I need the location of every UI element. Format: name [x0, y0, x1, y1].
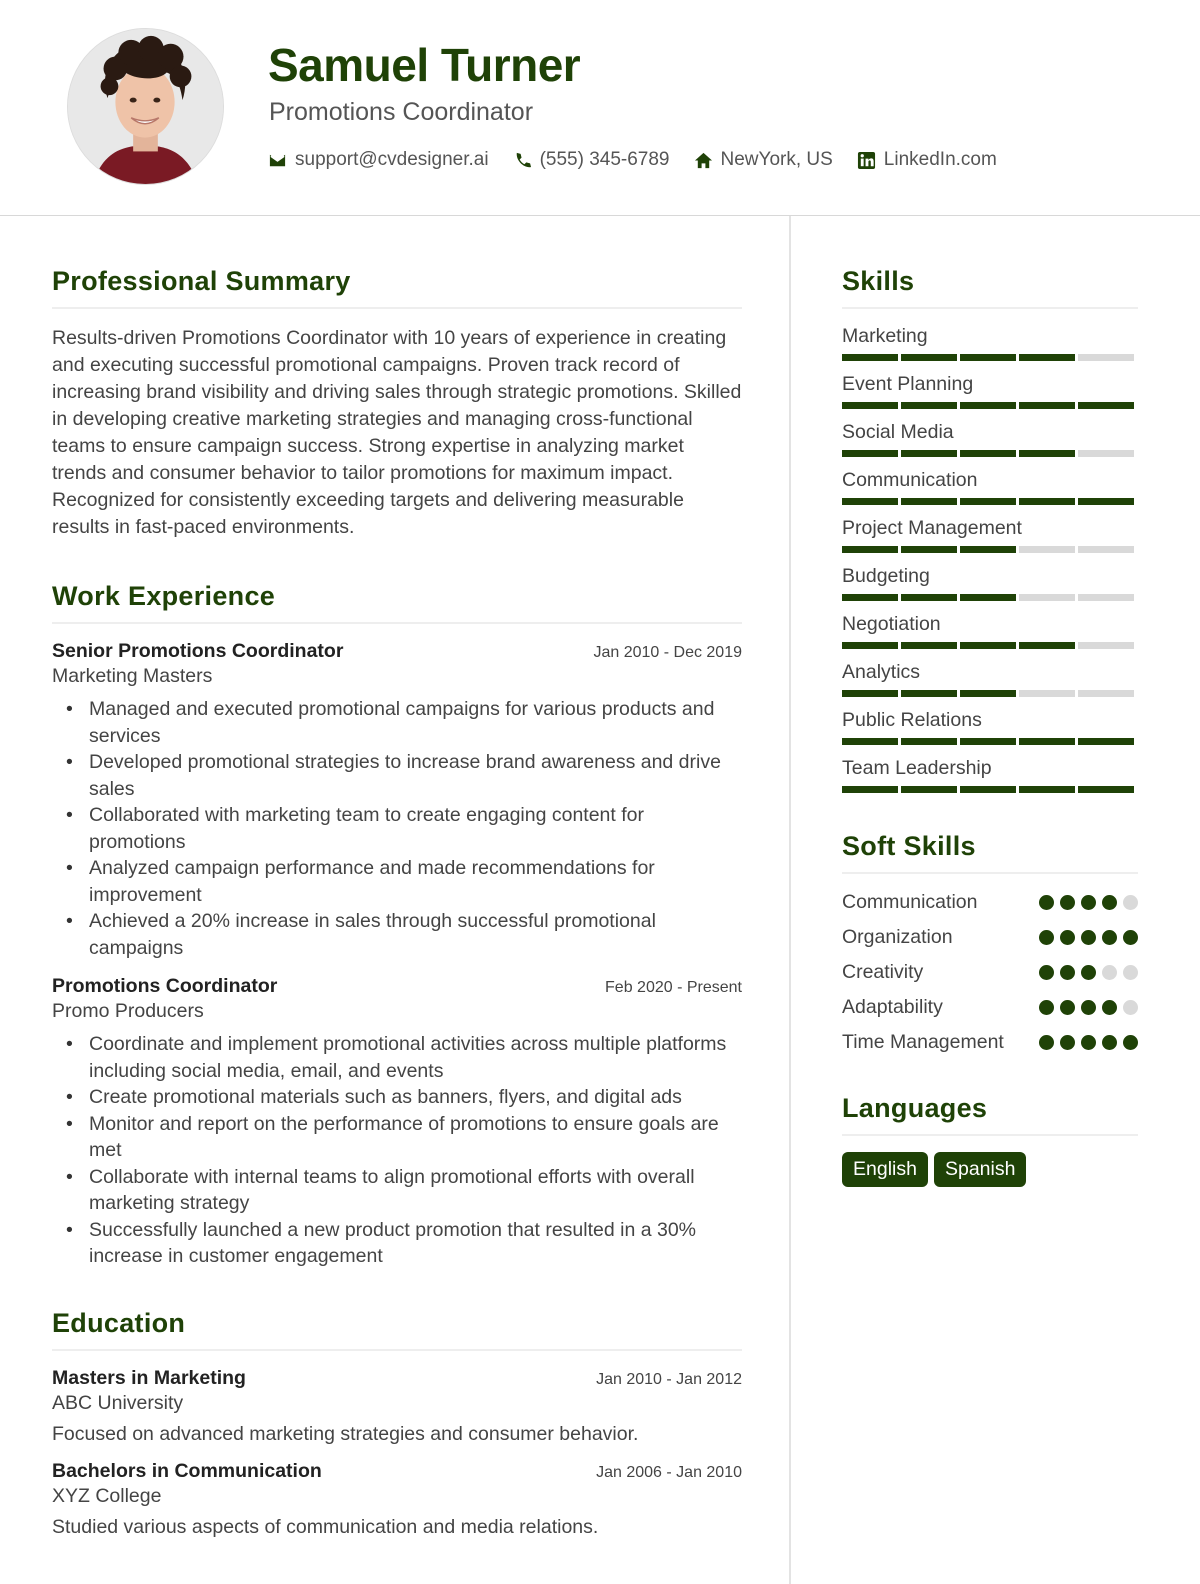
- rating-dot: [1123, 965, 1138, 980]
- skill-level-segment: [1078, 498, 1134, 505]
- skill-level-segment: [901, 498, 957, 505]
- rating-dot: [1060, 895, 1075, 910]
- skill-item: [842, 373, 1138, 409]
- skill-level-segment: [960, 498, 1016, 505]
- rating-dot: [1081, 930, 1096, 945]
- skill-level-segment: [901, 546, 957, 553]
- skill-item: [842, 661, 1138, 697]
- skill-level-segment: [960, 594, 1016, 601]
- languages-section: [842, 1093, 1138, 1187]
- job-company: Marketing Masters: [52, 665, 213, 687]
- rating-dot: [1081, 895, 1096, 910]
- summary-heading: Professional Summary: [52, 266, 742, 309]
- skill-level-segment: [1019, 450, 1075, 457]
- job-bullet: • Monitor and report on the performance of promotions to ensure goals are met: [52, 1111, 742, 1164]
- skill-level-segment: [842, 594, 898, 601]
- skill-name: Social Media: [842, 421, 954, 443]
- summary-text: Results-driven Promotions Coordinator with 10 years of experience in creating and executing successful promotional campaigns. Proven track record of increasing brand visibility and driving sales through strategic promotions. Skilled in developing creative marketing strategies and managing cross-functional teams to ensure campaign success. Strong expertise in analyzing market trends and consumer behavior to tailor promotions for maximum impact. Recognized for consistently exceeding targets and delivering measurable results in fast-paced environments.: [52, 327, 742, 538]
- skill-level-segment: [960, 786, 1016, 793]
- skill-item: [842, 469, 1138, 505]
- phone-icon: [513, 151, 532, 170]
- education-entry: [52, 1367, 742, 1446]
- skill-level-segment: [1078, 738, 1134, 745]
- skill-level-segment: [1019, 498, 1075, 505]
- soft-skill-name: Communication: [842, 891, 978, 913]
- skill-name: Project Management: [842, 517, 1022, 539]
- skills-section: [842, 266, 1138, 793]
- skill-level-segment: [1019, 786, 1075, 793]
- skill-level-bar: [842, 786, 1134, 793]
- degree-title: Masters in Marketing: [52, 1366, 246, 1389]
- degree-title: Bachelors in Communication: [52, 1459, 322, 1482]
- skill-level-segment: [1078, 402, 1134, 409]
- skill-level-segment: [842, 690, 898, 697]
- skill-level-segment: [901, 354, 957, 361]
- soft-skill-item: [842, 995, 1138, 1020]
- skill-item: [842, 565, 1138, 601]
- side-column: [842, 266, 1138, 1187]
- skill-level-bar: [842, 594, 1134, 601]
- contact-linkedin-text: LinkedIn.com: [883, 149, 997, 170]
- contact-phone-text: (555) 345-6789: [539, 149, 670, 170]
- school-name: XYZ College: [52, 1484, 162, 1507]
- rating-dot: [1123, 1035, 1138, 1050]
- soft-skill-item: [842, 1030, 1138, 1055]
- skill-level-segment: [1078, 786, 1134, 793]
- degree-description: Studied various aspects of communication and media relations.: [52, 1515, 599, 1538]
- skill-level-segment: [960, 354, 1016, 361]
- contact-email-text: support@cvdesigner.ai: [295, 149, 489, 170]
- job-bullet: • Create promotional materials such as banners, flyers, and digital ads: [52, 1084, 742, 1111]
- skill-level-segment: [901, 738, 957, 745]
- soft-skills-list: [842, 890, 1138, 1055]
- rating-dot: [1060, 930, 1075, 945]
- home-icon: [694, 151, 713, 170]
- skill-name: Communication: [842, 469, 978, 491]
- job-entry: [52, 975, 742, 1270]
- skill-level-segment: [901, 594, 957, 601]
- soft-skill-item: [842, 925, 1138, 950]
- candidate-name: Samuel Turner: [268, 39, 581, 91]
- rating-dot: [1102, 965, 1117, 980]
- job-title: Promotions Coordinator: [52, 975, 278, 997]
- skill-level-bar: [842, 546, 1134, 553]
- languages-heading: Languages: [842, 1093, 1138, 1136]
- skill-level-bar: [842, 450, 1134, 457]
- skill-level-segment: [1019, 354, 1075, 361]
- skill-level-bar: [842, 738, 1134, 745]
- skill-level-segment: [1019, 642, 1075, 649]
- contact-list: [268, 146, 1021, 174]
- skill-item: [842, 421, 1138, 457]
- language-badge: Spanish: [934, 1152, 1026, 1187]
- soft-skill-name: Creativity: [842, 961, 924, 983]
- job-dates: Jan 2010 - Dec 2019: [593, 644, 742, 661]
- skill-level-segment: [960, 402, 1016, 409]
- resume-header: [0, 0, 1200, 216]
- profile-photo: [68, 29, 223, 184]
- job-title: Senior Promotions Coordinator: [52, 640, 344, 662]
- contact-location: [694, 149, 833, 171]
- skill-level-segment: [960, 450, 1016, 457]
- soft-skill-item: [842, 890, 1138, 915]
- language-list: [842, 1152, 1138, 1187]
- job-bullet: • Managed and executed promotional campaigns for various products and services: [52, 696, 742, 749]
- soft-skill-rating: [1033, 890, 1138, 910]
- skill-level-segment: [842, 642, 898, 649]
- contact-location-text: NewYork, US: [720, 149, 833, 170]
- skill-level-segment: [901, 642, 957, 649]
- skill-level-segment: [960, 690, 1016, 697]
- rating-dot: [1039, 930, 1054, 945]
- rating-dot: [1102, 930, 1117, 945]
- soft-skills-section: [842, 831, 1138, 1055]
- skills-list: [842, 325, 1138, 793]
- skill-item: [842, 517, 1138, 553]
- main-column: [52, 266, 742, 1547]
- skill-item: [842, 325, 1138, 361]
- soft-skill-rating: [1033, 925, 1138, 945]
- rating-dot: [1081, 965, 1096, 980]
- skill-level-segment: [1078, 546, 1134, 553]
- job-entry: [52, 640, 742, 961]
- skill-level-bar: [842, 402, 1134, 409]
- soft-skill-rating: [1033, 1030, 1138, 1050]
- skill-item: [842, 709, 1138, 745]
- candidate-role: Promotions Coordinator: [269, 98, 534, 126]
- rating-dot: [1123, 895, 1138, 910]
- skills-heading: Skills: [842, 266, 1138, 309]
- rating-dot: [1102, 1000, 1117, 1015]
- language-badge: English: [842, 1152, 928, 1187]
- education-section: [52, 1308, 742, 1539]
- rating-dot: [1081, 1000, 1096, 1015]
- skill-level-segment: [901, 786, 957, 793]
- job-bullet: • Analyzed campaign performance and made recommendations for improvement: [52, 855, 742, 908]
- skill-level-segment: [842, 786, 898, 793]
- contact-linkedin[interactable]: [857, 149, 997, 171]
- soft-skill-name: Time Management: [842, 1031, 1004, 1053]
- skill-item: [842, 757, 1138, 793]
- skill-level-bar: [842, 690, 1134, 697]
- rating-dot: [1060, 965, 1075, 980]
- contact-email[interactable]: [268, 149, 489, 171]
- soft-skill-rating: [1033, 960, 1138, 980]
- skill-level-segment: [842, 354, 898, 361]
- skill-level-segment: [1078, 450, 1134, 457]
- column-divider: [789, 216, 791, 1584]
- job-bullet: • Collaborate with internal teams to align promotional efforts with overall marketing strategy: [52, 1164, 742, 1217]
- job-bullet: • Coordinate and implement promotional activities across multiple platforms including social media, email, and events: [52, 1031, 742, 1084]
- skill-level-segment: [842, 546, 898, 553]
- linkedin-icon: [857, 151, 876, 170]
- skill-level-segment: [960, 642, 1016, 649]
- education-entry: [52, 1460, 742, 1539]
- job-company: Promo Producers: [52, 1000, 204, 1022]
- skill-level-segment: [1078, 354, 1134, 361]
- rating-dot: [1102, 895, 1117, 910]
- rating-dot: [1060, 1035, 1075, 1050]
- avatar: [67, 28, 224, 185]
- soft-skill-name: Adaptability: [842, 996, 943, 1018]
- skill-level-segment: [1078, 690, 1134, 697]
- skill-level-segment: [901, 402, 957, 409]
- skill-name: Analytics: [842, 661, 921, 683]
- skill-level-segment: [1019, 402, 1075, 409]
- job-bullet: • Achieved a 20% increase in sales through successful promotional campaigns: [52, 908, 742, 961]
- soft-skill-rating: [1033, 995, 1138, 1015]
- skill-level-bar: [842, 354, 1134, 361]
- rating-dot: [1102, 1035, 1117, 1050]
- skill-name: Public Relations: [842, 709, 982, 731]
- rating-dot: [1039, 1000, 1054, 1015]
- job-bullets: [52, 1031, 742, 1270]
- job-bullets: [52, 696, 742, 961]
- school-name: ABC University: [52, 1391, 184, 1414]
- skill-level-segment: [842, 450, 898, 457]
- experience-section: [52, 581, 742, 1270]
- job-bullet: • Collaborated with marketing team to create engaging content for promotions: [52, 802, 742, 855]
- skill-level-segment: [960, 738, 1016, 745]
- skill-level-segment: [1019, 594, 1075, 601]
- job-bullet: • Developed promotional strategies to increase brand awareness and drive sales: [52, 749, 742, 802]
- job-bullet: • Successfully launched a new product promotion that resulted in a 30% increase in customer engagement: [52, 1217, 742, 1270]
- skill-level-segment: [1019, 738, 1075, 745]
- skill-name: Negotiation: [842, 613, 941, 635]
- degree-dates: Jan 2006 - Jan 2010: [596, 1463, 742, 1481]
- education-heading: Education: [52, 1308, 742, 1351]
- contact-phone[interactable]: [513, 149, 670, 171]
- degree-dates: Jan 2010 - Jan 2012: [596, 1370, 742, 1388]
- skill-level-segment: [960, 546, 1016, 553]
- skill-name: Team Leadership: [842, 757, 992, 779]
- degree-description: Focused on advanced marketing strategies and consumer behavior.: [52, 1422, 639, 1445]
- skill-level-segment: [842, 498, 898, 505]
- rating-dot: [1039, 1035, 1054, 1050]
- soft-skills-heading: Soft Skills: [842, 831, 1138, 874]
- soft-skill-item: [842, 960, 1138, 985]
- skill-level-segment: [901, 690, 957, 697]
- rating-dot: [1123, 1000, 1138, 1015]
- skill-name: Marketing: [842, 325, 928, 347]
- rating-dot: [1039, 895, 1054, 910]
- skill-item: [842, 613, 1138, 649]
- skill-level-segment: [1078, 594, 1134, 601]
- skill-level-segment: [901, 450, 957, 457]
- skill-name: Event Planning: [842, 373, 974, 395]
- skill-level-segment: [1019, 546, 1075, 553]
- rating-dot: [1060, 1000, 1075, 1015]
- envelope-icon: [268, 151, 287, 170]
- skill-level-bar: [842, 498, 1134, 505]
- experience-heading: Work Experience: [52, 581, 742, 624]
- skill-level-segment: [1019, 690, 1075, 697]
- skill-level-bar: [842, 642, 1134, 649]
- job-dates: Feb 2020 - Present: [605, 979, 742, 996]
- skill-name: Budgeting: [842, 565, 930, 587]
- skill-level-segment: [842, 402, 898, 409]
- soft-skill-name: Organization: [842, 926, 953, 948]
- skill-level-segment: [842, 738, 898, 745]
- skill-level-segment: [1078, 642, 1134, 649]
- rating-dot: [1039, 965, 1054, 980]
- rating-dot: [1123, 930, 1138, 945]
- rating-dot: [1081, 1035, 1096, 1050]
- summary-section: [52, 266, 742, 541]
